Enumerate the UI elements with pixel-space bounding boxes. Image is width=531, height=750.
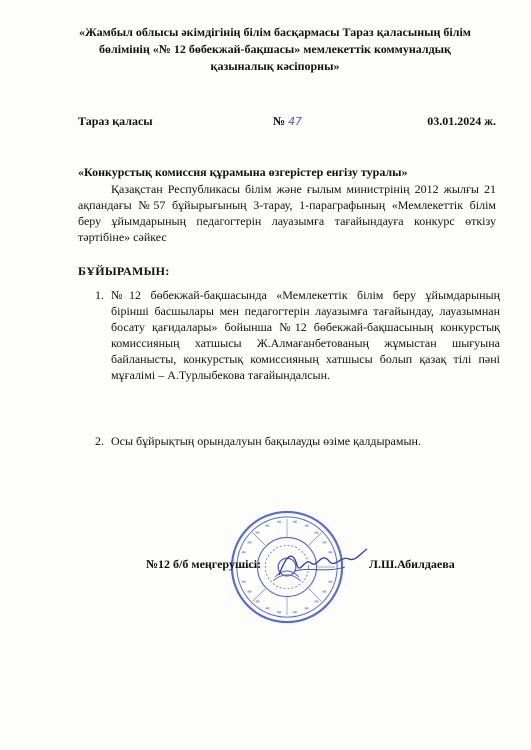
order-subject: «Конкурстық комиссия құрамына өзгерістер енгізу туралы» <box>78 165 408 179</box>
order-date: 03.01.2024 ж. <box>427 114 496 128</box>
order-item-number: 1. <box>95 288 104 302</box>
signatory-role: №12 б/б меңгерушісі: <box>146 557 262 571</box>
handwritten-signature <box>275 545 370 583</box>
header-line-3: қазыналық кәсіпорны» <box>210 59 340 73</box>
order-item-text: №12 бөбекжай-бақшасында «Мемлекеттік білім беру ұйымдарының бірінші басшылары мен педагогтерін лауазымға тағайындау, лауазымнан босату қағидалары» бойынша №12 бөбекжай-бақшасының конкурстық комиссияның хатшысы Ж.Алмағанбетованың жұмыстан шығуына байланысты, конкурстық комиссияның хатшысы болып қазақ тілі пәні мұғалімі – А.Турлыбекова тағайындалсын. <box>111 288 500 382</box>
order-number <box>273 114 302 129</box>
order-item-2 <box>95 433 500 451</box>
header-line-1: «Жамбыл облысы әкімдігінің білім басқармасы Тараз қаласының білім <box>79 25 471 39</box>
order-item-number: 2. <box>95 434 104 448</box>
order-heading: БҰЙЫРАМЫН: <box>78 264 170 278</box>
header-line-2: бөлімінің «№ 12 бөбекжай-бақшасы» мемлекеттік коммуналдық <box>99 42 451 56</box>
order-meta-row <box>78 114 496 130</box>
order-number-label: № <box>273 114 286 128</box>
signatory-name: Л.Ш.Абилдаева <box>369 557 455 571</box>
order-item-1 <box>95 287 500 387</box>
organization-header <box>70 24 480 75</box>
city-name: Тараз қаласы <box>78 114 153 128</box>
order-number-handwritten: 47 <box>288 115 303 128</box>
intro-paragraph: Қазақстан Республикасы білім және ғылым министрінің 2012 жылғы 21 ақпандағы №57 бұйырығының 3-тарау, 1-параграфының «Мемлекеттік білім беру ұйымдарының педагогтерін лауазымға тағайындауға конкурс өткізу тәртібіне» сәйкес <box>78 182 496 244</box>
order-item-text: Осы бұйрықтың орындалуын бақылауды өзіме қалдырамын. <box>111 434 421 448</box>
